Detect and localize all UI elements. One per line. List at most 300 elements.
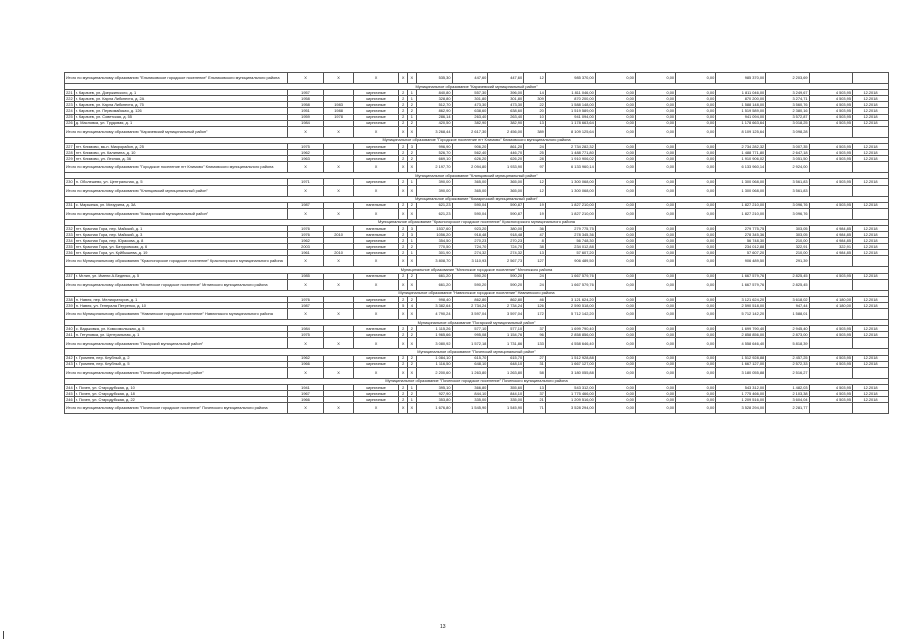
subtotal-value: 0,00 (635, 309, 675, 320)
subtotal-value: 0,00 (595, 256, 635, 267)
row-value: 473,30 (488, 102, 524, 108)
row-value: 286,14 (416, 114, 452, 120)
row-value: 0,00 (595, 102, 635, 108)
row-value: 2 (399, 114, 408, 120)
row-value: 1 667 579,76 (716, 273, 766, 279)
row-value: 1537,60 (416, 225, 452, 231)
row-value: 1976 (287, 232, 324, 238)
subtotal-label: Итого по муниципальному образованию "Городское поселение пгт Климово" Климовского муниципального района (65, 162, 288, 173)
subtotal-row (65, 367, 889, 378)
row-value: 0,00 (676, 150, 716, 156)
row-value: 1 512 928,88 (545, 355, 595, 361)
row-value: 615,70 (452, 355, 488, 361)
row-value: 998,40 (416, 296, 452, 302)
wall-material: кирпичные (353, 114, 399, 120)
row-value: 1 300 068,00 (716, 179, 766, 185)
row-value: 210,00 (766, 250, 809, 256)
subtotal-value: X (399, 126, 408, 137)
row-value: 0,00 (676, 273, 716, 279)
subtotal-value: 3 110,93 (452, 256, 488, 267)
row-value: 1988 (324, 108, 353, 114)
row-address: п. Навля, ул. Генерала Петренко, д. 10 (74, 303, 287, 309)
row-value: 12.2018 (853, 179, 889, 185)
row-value: 380,00 (488, 225, 524, 231)
subtotal-value (853, 208, 889, 219)
row-value: 844,10 (488, 391, 524, 397)
row-value: 1 209 516,00 (716, 397, 766, 403)
row-value: 355,60 (488, 385, 524, 391)
row-value: 12.2018 (853, 391, 889, 397)
row-value: 543 312,00 (716, 385, 766, 391)
subtotal-value: X (408, 73, 417, 84)
row-value: 4 984,85 (809, 225, 852, 231)
row-value: 446,70 (488, 150, 524, 156)
subtotal-value: 0,00 (595, 403, 635, 414)
subtotal-value: X (399, 73, 408, 84)
row-value: 2 (399, 156, 408, 162)
subtotal-row (65, 256, 889, 267)
row-number: 223 (66, 101, 73, 107)
subtotal-value (853, 73, 889, 84)
row-value: 390,00 (416, 179, 452, 185)
wall-material: кирпичные (353, 361, 399, 367)
row-value: 0,00 (635, 102, 675, 108)
subtotal-value: 1 300 068,00 (545, 185, 595, 196)
row-address: г. Мглин, ул. Имени А.Беденко, д. 5 (74, 273, 287, 279)
subtotal-value: 2 617,30 (452, 126, 488, 137)
row-value: 0,00 (676, 232, 716, 238)
row-address: п. Оболешево, ул. Центральная, д. 5 (74, 179, 287, 185)
row-value: 1 910 906,02 (545, 156, 595, 162)
row-value: 1 (408, 114, 417, 120)
row-value: 46 (524, 296, 546, 302)
row-value: 279 775,75 (545, 225, 595, 231)
wall-material: кирпичные (353, 385, 399, 391)
subtotal-value: 2 516,27 (766, 367, 809, 378)
subtotal-value: 58 (524, 367, 546, 378)
row-value: 862,90 (416, 108, 452, 114)
row-value: 36 (524, 225, 546, 231)
subtotal-value: 590,87 (488, 208, 524, 219)
row-value: 0,00 (676, 96, 716, 102)
row-value: 1 811 046,00 (545, 90, 595, 96)
row-value: 20 (524, 108, 546, 114)
row-value: 13 (524, 120, 546, 126)
row-value: 0,00 (595, 156, 635, 162)
row-value: 0,00 (635, 143, 675, 149)
row-value: 4 503,95 (809, 108, 852, 114)
row-value: 590,04 (452, 202, 488, 208)
row-value: 1 (408, 238, 417, 244)
row-value: 1975 (287, 143, 324, 149)
subtotal-row (65, 309, 889, 320)
subtotal-value: X (324, 185, 353, 196)
subtotal-value (809, 338, 852, 349)
row-number: 237 (66, 273, 73, 279)
subtotal-value: 2 203,69 (766, 73, 809, 84)
subtotal-value: 1 667 579,76 (545, 279, 595, 290)
section-title: Муниципальное образование "Городское поселение пгт Климово" Климовского муниципального района (65, 137, 889, 143)
row-address: пгт. Климово, мк-н. Микрорайон, д. 25 (74, 143, 287, 149)
row-value: 3 (408, 225, 417, 231)
row-value: 4 984,85 (809, 250, 852, 256)
subtotal-value: 3 180 055,88 (716, 367, 766, 378)
subtotal-value: 2 456,00 (488, 126, 524, 137)
row-value: 2 873,00 (766, 332, 809, 338)
row-value: 12.2018 (853, 150, 889, 156)
row-value: 770,50 (416, 244, 452, 250)
row-value: 12.2018 (853, 238, 889, 244)
row-value: 2 (399, 385, 408, 391)
row-value: 1958 (287, 96, 324, 102)
row-value: 2 858 856,00 (716, 332, 766, 338)
row-value: 4 503,95 (809, 391, 852, 397)
subtotal-value (809, 367, 852, 378)
subtotal-label: Итого по муниципальному образованию "Погарский муниципальный район" (65, 338, 288, 349)
row-value: 2 (408, 150, 417, 156)
row-value: 1 667 579,76 (545, 273, 595, 279)
row-value: 4 503,95 (809, 114, 852, 120)
row-address: п. Гетуновка, ул. Центральная, д. 1 (74, 332, 287, 338)
subtotal-value: X (399, 256, 408, 267)
subtotal-value: 590,20 (452, 279, 488, 290)
row-value: 47 (524, 232, 546, 238)
subtotal-value: X (408, 256, 417, 267)
row-value: 648,10 (452, 361, 488, 367)
wall-material: панельные (353, 326, 399, 332)
subtotal-value: 0,00 (635, 403, 675, 414)
row-value: 12.2018 (853, 102, 889, 108)
row-value: 543 312,00 (545, 385, 595, 391)
row-value: 1984 (287, 120, 324, 126)
row-value: 4 503,95 (809, 202, 852, 208)
row-value: 270,23 (452, 238, 488, 244)
row-value: 1967 (287, 391, 324, 397)
row-value: 2 103,38 (766, 391, 809, 397)
row-number: 227 (66, 143, 73, 149)
row-value: 3 249,67 (766, 90, 809, 96)
wall-material: кирпичные (353, 355, 399, 361)
subtotal-value: 0,00 (635, 73, 675, 84)
row-value: 0,00 (635, 244, 675, 250)
subtotal-value: 0,00 (635, 279, 675, 290)
row-value: 0,00 (595, 120, 635, 126)
row-value: 56 748,30 (716, 238, 766, 244)
subtotal-value: 985 370,00 (716, 73, 766, 84)
subtotal-value: 2 825,45 (766, 279, 809, 290)
row-value: 2 (399, 108, 408, 114)
row-value: 626,20 (452, 156, 488, 162)
row-value: 2010 (324, 250, 353, 256)
row-value: 1984 (287, 326, 324, 332)
row-number: 231 (66, 202, 73, 208)
section-title: Муниципальное образование "Клинцовский муниципальный район" (65, 173, 889, 179)
row-value: 2 (399, 102, 408, 108)
row-value: 2 (399, 332, 408, 338)
row-value: 1 (408, 397, 417, 403)
row-value: 0,00 (635, 296, 675, 302)
subtotal-value: 0,00 (635, 338, 675, 349)
row-address: пгт. Климово, ул. Лесная, д. 36 (74, 156, 287, 162)
row-value: 0,00 (635, 150, 675, 156)
subtotal-value: 906 489,50 (716, 256, 766, 267)
wall-material: панельные (353, 225, 399, 231)
row-value: 12.2018 (853, 303, 889, 309)
row-value: 1961 (287, 250, 324, 256)
row-number: 226 (66, 120, 73, 126)
row-value: 1951 (287, 108, 324, 114)
subtotal-value (809, 256, 852, 267)
row-value: 2 (399, 250, 408, 256)
row-value: 37 (524, 391, 546, 397)
wall-material: кирпичные (353, 296, 399, 302)
row-value: 1941 (287, 385, 324, 391)
subtotal-value: 621,23 (416, 208, 452, 219)
row-value: 4 503,95 (809, 150, 852, 156)
row-value: 5 (399, 303, 408, 309)
subtotal-value: X (399, 185, 408, 196)
row-value: 1 178 663,64 (545, 120, 595, 126)
section-title: Муниципальное образование "Погарский муниципальный район" (65, 320, 889, 326)
row-value: 0,00 (676, 179, 716, 185)
row-value: 2 734,24 (488, 303, 524, 309)
row-value: 724,70 (452, 244, 488, 250)
row-value: 0,00 (676, 385, 716, 391)
subtotal-value: X (353, 73, 399, 84)
subtotal-value: X (324, 208, 353, 219)
row-value: 270,23 (488, 238, 524, 244)
subtotal-label: Итого по муниципальному образованию "Клинцовский муниципальный район" (65, 185, 288, 196)
row-value: 1 300 068,00 (545, 179, 595, 185)
row-address: пгт. Климово, ул. Калинина, д. 10 (74, 150, 287, 156)
row-value: 353,80 (416, 397, 452, 403)
row-value: 4 503,95 (809, 96, 852, 102)
row-value: 234 012,88 (545, 244, 595, 250)
subtotal-label: Итого по муниципальному образованию "Почепский муниципальный район" (65, 367, 288, 378)
subtotal-value: X (353, 279, 399, 290)
subtotal-value: 1 827 210,00 (716, 208, 766, 219)
row-value: 12.2018 (853, 232, 889, 238)
row-value: 12 (524, 179, 546, 185)
subtotal-value: X (324, 162, 353, 173)
row-value: 2 (399, 361, 408, 367)
subtotal-value: X (353, 208, 399, 219)
row-value: 2 (399, 244, 408, 250)
subtotal-value: 0,00 (635, 367, 675, 378)
row-value: 2 (408, 361, 417, 367)
section-title: Муниципальное образование "Красногорское городское поселение" Красногорского муниципального района (65, 219, 889, 225)
subtotal-label: Итого по муниципальному образованию "Почепское городское поселение" Почепского муниципального района (65, 403, 288, 414)
row-value: 0,00 (635, 90, 675, 96)
row-value: 3 560,76 (766, 102, 809, 108)
subtotal-value: 0,00 (595, 367, 635, 378)
row-value: 577,10 (452, 326, 488, 332)
subtotal-value: 1 545,90 (452, 403, 488, 414)
row-value: 274,32 (488, 250, 524, 256)
row-value: 4 503,95 (809, 385, 852, 391)
subtotal-value: X (324, 126, 353, 137)
subtotal-value (853, 185, 889, 196)
subtotal-value: X (408, 309, 417, 320)
row-value: 57 607,20 (716, 250, 766, 256)
row-value: 557,30 (452, 90, 488, 96)
page-number: 13 (440, 624, 446, 630)
row-value: 1963 (287, 156, 324, 162)
subtotal-value (809, 185, 852, 196)
row-value: 12.2018 (853, 143, 889, 149)
subtotal-value: X (287, 279, 324, 290)
row-value: 210,00 (766, 238, 809, 244)
row-value: 12.2018 (853, 114, 889, 120)
row-number: 245 (66, 390, 73, 396)
row-value: 0,00 (676, 90, 716, 96)
subtotal-value: 0,00 (635, 185, 675, 196)
row-value: 1 488 771,80 (545, 150, 595, 156)
row-value: 12.2018 (853, 332, 889, 338)
subtotal-value: 0,00 (676, 185, 716, 196)
row-value: 2 (408, 326, 417, 332)
subtotal-value: 365,00 (488, 185, 524, 196)
row-value: 1978 (324, 114, 353, 120)
subtotal-value: 3 096,76 (766, 208, 809, 219)
row-number: 238 (66, 296, 73, 302)
row-value: 31 (524, 361, 546, 367)
subtotal-value: 1 676,80 (416, 403, 452, 414)
row-value: 22 (524, 102, 546, 108)
subtotal-value (809, 73, 852, 84)
row-value: 3 096,76 (766, 202, 809, 208)
subtotal-value: 590,20 (488, 279, 524, 290)
row-value: 2 457,25 (766, 355, 809, 361)
subtotal-value: 133 (524, 338, 546, 349)
subtotal-value: X (287, 256, 324, 267)
subtotal-value: 6 133 960,14 (716, 162, 766, 173)
subtotal-value (853, 309, 889, 320)
row-value: 2 (408, 202, 417, 208)
subtotal-value: 0,00 (676, 367, 716, 378)
wall-material: кирпичные (353, 150, 399, 156)
row-value: 1 667 127,00 (716, 361, 766, 367)
row-value: 923,20 (452, 225, 488, 231)
section-title: Муниципальное образование "Навлинское городское поселение" Навлинского района (65, 290, 889, 296)
row-value: 2003 (287, 244, 324, 250)
row-value: 512,70 (416, 102, 452, 108)
subtotal-value: X (287, 126, 324, 137)
subtotal-value: 2 197,70 (416, 162, 452, 173)
subtotal-value: X (399, 279, 408, 290)
row-value: 25 (524, 150, 546, 156)
row-value: 590,20 (452, 273, 488, 279)
row-value: 2 (408, 296, 417, 302)
row-value: 3 (408, 232, 417, 238)
row-value: 395,10 (416, 385, 452, 391)
row-value: 0,00 (595, 385, 635, 391)
row-value: 4 180,00 (809, 303, 852, 309)
row-number: 243 (66, 361, 73, 367)
row-value: 1 178 663,64 (716, 120, 766, 126)
subtotal-value: X (353, 126, 399, 137)
row-value: 38 (524, 244, 546, 250)
subtotal-value: 291,39 (766, 256, 809, 267)
row-value: 0,00 (635, 250, 675, 256)
row-value: 1975 (287, 332, 324, 338)
row-value: 0,00 (595, 202, 635, 208)
subtotal-value: 6 133 960,14 (545, 162, 595, 173)
row-number: 230 (66, 179, 73, 184)
row-value: 621,23 (416, 202, 452, 208)
subtotal-value: 12 (524, 185, 546, 196)
subtotal-value (853, 338, 889, 349)
row-value: 927,90 (416, 391, 452, 397)
subtotal-value: 3 098,28 (766, 126, 809, 137)
row-value: 1 116,50 (416, 361, 452, 367)
row-value: 870 200,00 (716, 96, 766, 102)
housing-register-table (64, 72, 889, 414)
row-value: 0,00 (676, 355, 716, 361)
row-value: 12.2018 (853, 225, 889, 231)
subtotal-value: 0,00 (635, 126, 675, 137)
row-value: 0,00 (635, 225, 675, 231)
subtotal-value: 5 712 142,20 (716, 309, 766, 320)
row-value: 4 503,95 (809, 397, 852, 403)
row-value: 0,00 (635, 238, 675, 244)
subtotal-row (65, 279, 889, 290)
row-value: 0,00 (676, 114, 716, 120)
subtotal-value: 97 (524, 162, 546, 173)
row-value: 562,40 (452, 150, 488, 156)
row-value: 1957 (287, 90, 324, 96)
row-address: с. Марьинка, ул. Мичурина, д. 3А (74, 202, 287, 208)
wall-material: кирпичные (353, 179, 399, 185)
subtotal-value (809, 403, 852, 414)
wall-material: кирпичные (353, 332, 399, 338)
wall-material: панельные (353, 273, 399, 279)
row-value: 862,80 (452, 296, 488, 302)
row-value: 396,00 (488, 90, 524, 96)
row-value: 1 667 127,00 (545, 361, 595, 367)
row-value: 995,08 (452, 332, 488, 338)
row-value: 2 734,24 (452, 303, 488, 309)
row-value: 1983 (324, 102, 353, 108)
subtotal-value: 1 731,86 (488, 338, 524, 349)
subtotal-label: Итого по муниципальному образованию "Карачевский муниципальный район" (65, 126, 288, 137)
subtotal-value: 0,00 (676, 256, 716, 267)
subtotal-value: 0,00 (676, 126, 716, 137)
subtotal-value: X (408, 162, 417, 173)
row-value: 2 (399, 355, 408, 361)
row-value: 473,30 (452, 102, 488, 108)
subtotal-value: 0,00 (595, 162, 635, 173)
subtotal-value: 3 597,04 (488, 309, 524, 320)
subtotal-value: 12 (524, 73, 546, 84)
row-value: 3 382,64 (416, 303, 452, 309)
subtotal-value: 0,00 (595, 73, 635, 84)
row-value: 0,00 (595, 108, 635, 114)
wall-material: кирпичные (353, 143, 399, 149)
subtotal-value: 0,00 (676, 338, 716, 349)
row-value: 0,00 (635, 355, 675, 361)
row-value: 1 (408, 250, 417, 256)
row-address: г. Карачев, ул. Карла Либкнехта, д. 75 (74, 102, 287, 108)
row-value: 1 209 516,00 (545, 397, 595, 403)
subtotal-value (853, 403, 889, 414)
subtotal-value: 0,00 (676, 208, 716, 219)
wall-material: панельные (353, 232, 399, 238)
row-value: 661,20 (416, 273, 452, 279)
row-number: 242 (66, 355, 73, 361)
row-value: 0,00 (676, 143, 716, 149)
row-value: 2 945,40 (766, 326, 809, 332)
